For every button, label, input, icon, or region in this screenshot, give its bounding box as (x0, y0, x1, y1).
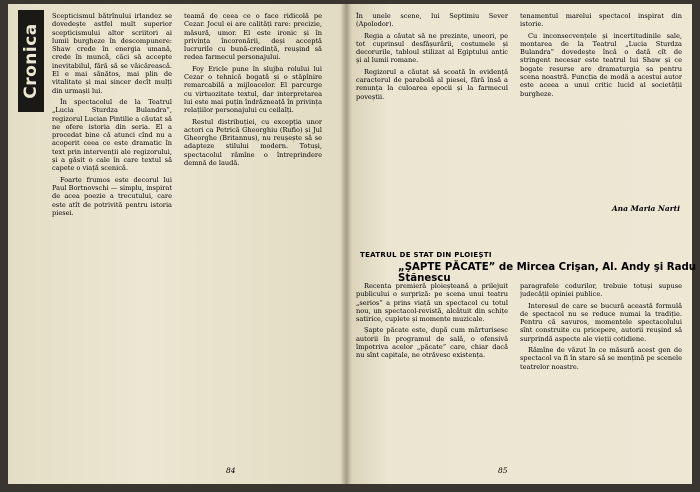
paragraph: Șapte păcate este, după cum mărturisesc autorii în programul de sală, o ofensivă împotriva acelor „păcate” care, chiar dacă nu sînt capitale, ne otrăvesc existența. (356, 326, 508, 360)
right-page-column-3 (356, 282, 508, 467)
page-number-left: 84 (226, 466, 236, 475)
right-page-column-1 (356, 12, 508, 202)
article-title: „ŞAPTE PĂCATE” de Mircea Crişan, Al. Andy şi Radu Stănescu (398, 262, 697, 284)
section-banner (18, 10, 44, 112)
paragraph: Scepticismul bătrînului irlandez se dovedește astfel mult superior scepticismului altor scriitori ai lumii burgheze în descompunere: Shaw crede în energia umană, crede în muncă, căci să accepte inevitabilul, fără să se văicărească. El e mai sănătos, mai plin de vitalitate și mai sincer decît mulți din urmașii lui. (52, 12, 172, 95)
paragraph: În unele scene, lui Septimiu Sever (Apolodor). (356, 12, 508, 29)
paragraph: Cu inconsecvențele și incertitudinile sale, montarea de la Teatrul „Lucia Sturdza Bulandra” dovedește încă o dată cît de stringent necesar este teatrul lui Shaw și ce bogate resurse are dramaturgia sa pentru scena noastră. Funcția de modă a acestui autor este aceea a unui critic lucid al societății burgheze. (520, 31, 682, 98)
left-page-column-2 (184, 12, 322, 464)
paragraph: Foarte frumos este decorul lui Paul Bortnovschi — simplu, inspirat de acea poezie a trecutului, care este atît de potrivită pentru istoria piesei. (52, 175, 172, 217)
right-page-column-4 (520, 282, 682, 467)
paragraph: paragrafele codurilor, trebuie totuși supuse judecății opiniei publice. (520, 282, 682, 299)
paragraph: Interesul de care se bucură această formulă de spectacol nu se reduce numai la tradiție. Pentru că savuros, momentele spectacolului sînt construite cu pricepere, autorii reușind să surprindă aspecte ale vieții cotidiene. (520, 301, 682, 343)
left-page-column-1 (52, 12, 172, 457)
paragraph: teamă de ceea ce o face ridicolă pe Cezar. Jocul ei are calități rare: precizie, măsură, umor. El este ironic și în privința încoronării, deși acceptă lucrurile cu bună-credință, reușind să redea farmecul personajului. (184, 12, 322, 62)
section-heading: TEATRUL DE STAT DIN PLOIEȘTI (360, 251, 492, 259)
right-page-column-2 (520, 12, 682, 202)
paragraph: Foy Ericle pune în slujba rolului lui Cezar o tehnică bogată și o stăpînire remarcabilă a mijloacelor. El parcurge cu virtuozitate textul, dar interpretarea lui este mai puțin îndrăzneață în privința relațiilor personajului cu ceilalți. (184, 64, 322, 115)
page-gutter (340, 4, 352, 484)
paragraph: Recenta premieră ploieșteană a prilejuit publicului o surpriză: pe scena unui teatru „serios” a prins viață un spectacol cu totul nou, un spectacol-revistă, alcătuit din schițe satirice, cuplete și momente muzicale. (356, 282, 508, 324)
author-signature: Ana Maria Narti (611, 204, 680, 213)
section-banner-label: Cronica (21, 23, 41, 99)
paragraph: Regia a căutat să ne prezinte, uneori, pe tot cuprinsul desfășurării, costumele și decorurile, tabloul stilizat al Egiptului antic și al lumii romane. (356, 31, 508, 65)
page-number-right: 85 (498, 466, 508, 475)
paragraph: Regizorul a căutat să scoată în evidență caracterul de parabolă al piesei, fără însă a renunța la culoarea epocii și la farmecul poveștii. (356, 67, 508, 101)
paragraph: Rămîne de văzut în ce măsură acest gen de spectacol va fi în stare să se mențină pe scenele teatrelor noastre. (520, 346, 682, 371)
paragraph: În spectacolul de la Teatrul „Lucia Sturdza Bulandra”, regizorul Lucian Pintilie a căutat să ne ofere istoria din seria. El a procedat bine că atunci cînd nu a acoperit ceea ce este dramatic în text prin intervenții ale regizorului, și a găsit o cale în care textul să capete o viață scenică. (52, 97, 172, 173)
paragraph: tenamentul marelui spectacol inspirat din istorie. (520, 12, 682, 29)
paragraph: Restul distribuției, cu excepția unor actori ca Petrică Gheorghiu (Rufio) și Jul Gheorghe (Britannus), nu reușește să se adapteze stilului modern. Totuși, spectacolul rămîne o întreprindere demnă de laudă. (184, 117, 322, 168)
